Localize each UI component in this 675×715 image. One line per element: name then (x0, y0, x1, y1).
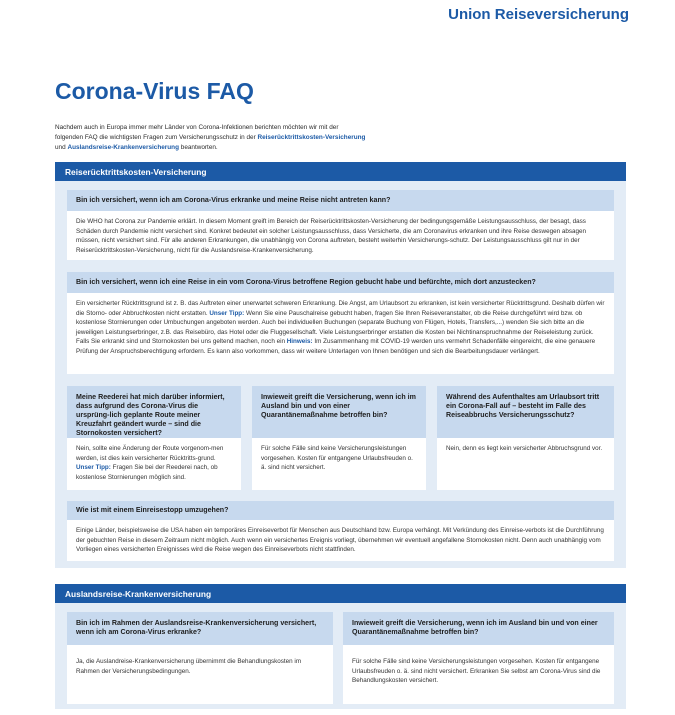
section-header-rrv: Reiserücktrittskosten-Versicherung (55, 162, 626, 181)
brand-name: Union Reiseversicherung (448, 6, 629, 23)
intro-link-rrv: Reiserücktrittskosten-Versicherung (257, 134, 366, 141)
tip-label: Unser Tipp: (76, 464, 111, 472)
faq-question: Inwieweit greift die Versicherung, wenn ich im Ausland bin und von einer Quarantänemaßnahme betroffen bin? (252, 386, 426, 438)
faq-card (67, 190, 614, 260)
faq-card (67, 612, 333, 704)
faq-question: Während des Aufenthaltes am Urlaubsort tritt ein Corona-Fall auf – besteht im Falle des Reiseabbruchs Versicherungsschutz? (437, 386, 614, 438)
page-title: Corona-Virus FAQ (55, 78, 254, 104)
faq-card (343, 612, 614, 704)
faq-question: Bin ich im Rahmen der Auslandsreise-Krankenversicherung versichert, wenn ich am Corona-Virus erkranke? (67, 612, 333, 645)
faq-card (67, 386, 241, 490)
faq-answer: Nein, sollte eine Änderung der Route vorgenom-men werden, ist dies kein versicherter Rücktritts-grund. Unser Tipp: Fragen Sie bei der Reederei nach, ob kostenlose Stornierungen möglich sind. (76, 445, 224, 481)
faq-answer: Nein, denn es liegt kein versicherter Abbruchsgrund vor. (446, 445, 603, 452)
faq-question: Meine Reederei hat mich darüber informiert, dass aufgrund des Corona-Virus die ursprüng-lich geplante Route meiner Kreuzfahrt geändert wurde – sind die Stornokosten versichert? (67, 386, 241, 438)
section-header-akv: Auslandsreise-Krankenversicherung (55, 584, 626, 603)
intro-text: Nachdem auch in Europa immer mehr Länder von Corona-Infektionen berichten möchten wir mit der folgenden FAQ die wichtigsten Fragen zum Versicherungsschutz in der Reiserücktrittskosten-Versicherung und Auslandsreise-Krankenversicherung beantworten. (55, 124, 366, 151)
intro-link-akv: Auslandsreise-Krankenversicherung (67, 144, 179, 151)
faq-question: Bin ich versichert, wenn ich am Corona-Virus erkranke und meine Reise nicht antreten kann? (67, 190, 614, 211)
faq-answer: Für solche Fälle sind keine Versicherungsleistungen vorgesehen. Kosten für entgangene Urlaubsfreuden o. ä. sind nicht versichert. Erkranken Sie selbst am Corona-Virus sind die Behandlungskosten versichert. (352, 658, 601, 685)
faq-answer: Für solche Fälle sind keine Versicherungsleistungen vorgesehen. Kosten für entgangene Urlaubsfreuden o. ä. sind nicht versichert. (261, 445, 413, 472)
faq-answer: Ja, die Auslandreise-Krankenversicherung übernimmt die Behandlungskosten im Rahmen der Versicherungsbedingungen. (76, 658, 302, 675)
hint-label: Hinweis: (286, 338, 313, 346)
faq-answer: Ein versicherter Rücktrittsgrund ist z. B. das Auftreten einer unerwartet schweren Erkrankung. Die Angst, am Urlaubsort zu erkranken, ist kein versicherter Rücktrittsgrund. Deshalb dürfen wir die Storno- oder Abbruchkosten nicht erstatten. Unser Tipp: Wenn Sie eine Pauschalreise gebucht haben, fragen Sie Ihren Reiseveranstalter, ob die Reise durchgeführt wird bzw. ob kostenlose Stornierungen oder Umbuchungen angeboten werden. Auch bei individuellen Buchungen (separate Buchung von Flügen, Hotels, Transfers,...) wenden Sie sich bitte an die jeweiligen Leistungserbringer, z.B. das Reisebüro, das Hotel oder die Fluggesellschaft. Viele Leistungserbringer erstatten die Kosten bei Nichtinanspruchnahme der Reiseleistung zurück. Falls Sie erkrankt sind und Stornokosten bei uns geltend machen, noch ein Hinweis: Im Zusammenhang mit COVID-19 werden uns vermehrt Schadenfälle eingereicht, die eine genauere Prüfung der Anspruchsberechtigung erfordern. Es kann also vorkommen, dass wir weitere Unterlagen von Ihnen benötigen und sich die Bearbeitungsdauer verlängert. (76, 300, 605, 355)
faq-card (252, 386, 426, 490)
faq-question: Bin ich versichert, wenn ich eine Reise in ein vom Corona-Virus betroffene Region gebucht habe und befürchte, mich dort anzustecken? (67, 272, 614, 293)
faq-card (67, 272, 614, 374)
faq-answer: Die WHO hat Corona zur Pandemie erklärt. In diesem Moment greift im Bereich der Reiserücktrittskosten-Versicherung der bedingungsgemäße Leistungsausschluss, der besagt, dass Schäden durch Pandemie nicht versichert sind. Konkret bedeutet ein solcher Leistungsausschluss, dass Versicherte, die am Coronavirus erkranken und ihre Reise deswegen absagen müssen, nicht versichert sind. Für alle anderen Erkrankungen, die unabhängig von Corona auftreten, besteht weiterhin Versicherungs-schutz. Der Leistungsausschluss gilt nur in der Reiserücktrittskosten-Versicherung, nicht für die Auslandsreise-Krankenversicherung. (76, 218, 586, 254)
tip-label: Unser Tipp: (209, 309, 245, 317)
faq-card (67, 501, 614, 561)
faq-answer: Einige Länder, beispielsweise die USA haben ein temporäres Einreiseverbot für Menschen aus Deutschland bzw. Europa verhängt. Mit Verkündung des Einreise-verbots ist die Durchführung der gebuchten Reise in diesem Zeitraum nicht möglich. Auch wenn ein versichertes Ereignis vorliegt, übernehmen wir eventuell angefallene Stornokosten nicht. Denn auch unabhängig vom Vorliegen eines versicherten Ereignisses wird die Reise wegen des Einreiseverbots nicht stattfinden. (76, 527, 604, 554)
faq-question: Wie ist mit einem Einreisestopp umzugehen? (67, 501, 614, 520)
faq-question: Inwieweit greift die Versicherung, wenn ich im Ausland bin und von einer Quarantänemaßnahme betroffen bin? (343, 612, 614, 645)
faq-card (437, 386, 614, 490)
